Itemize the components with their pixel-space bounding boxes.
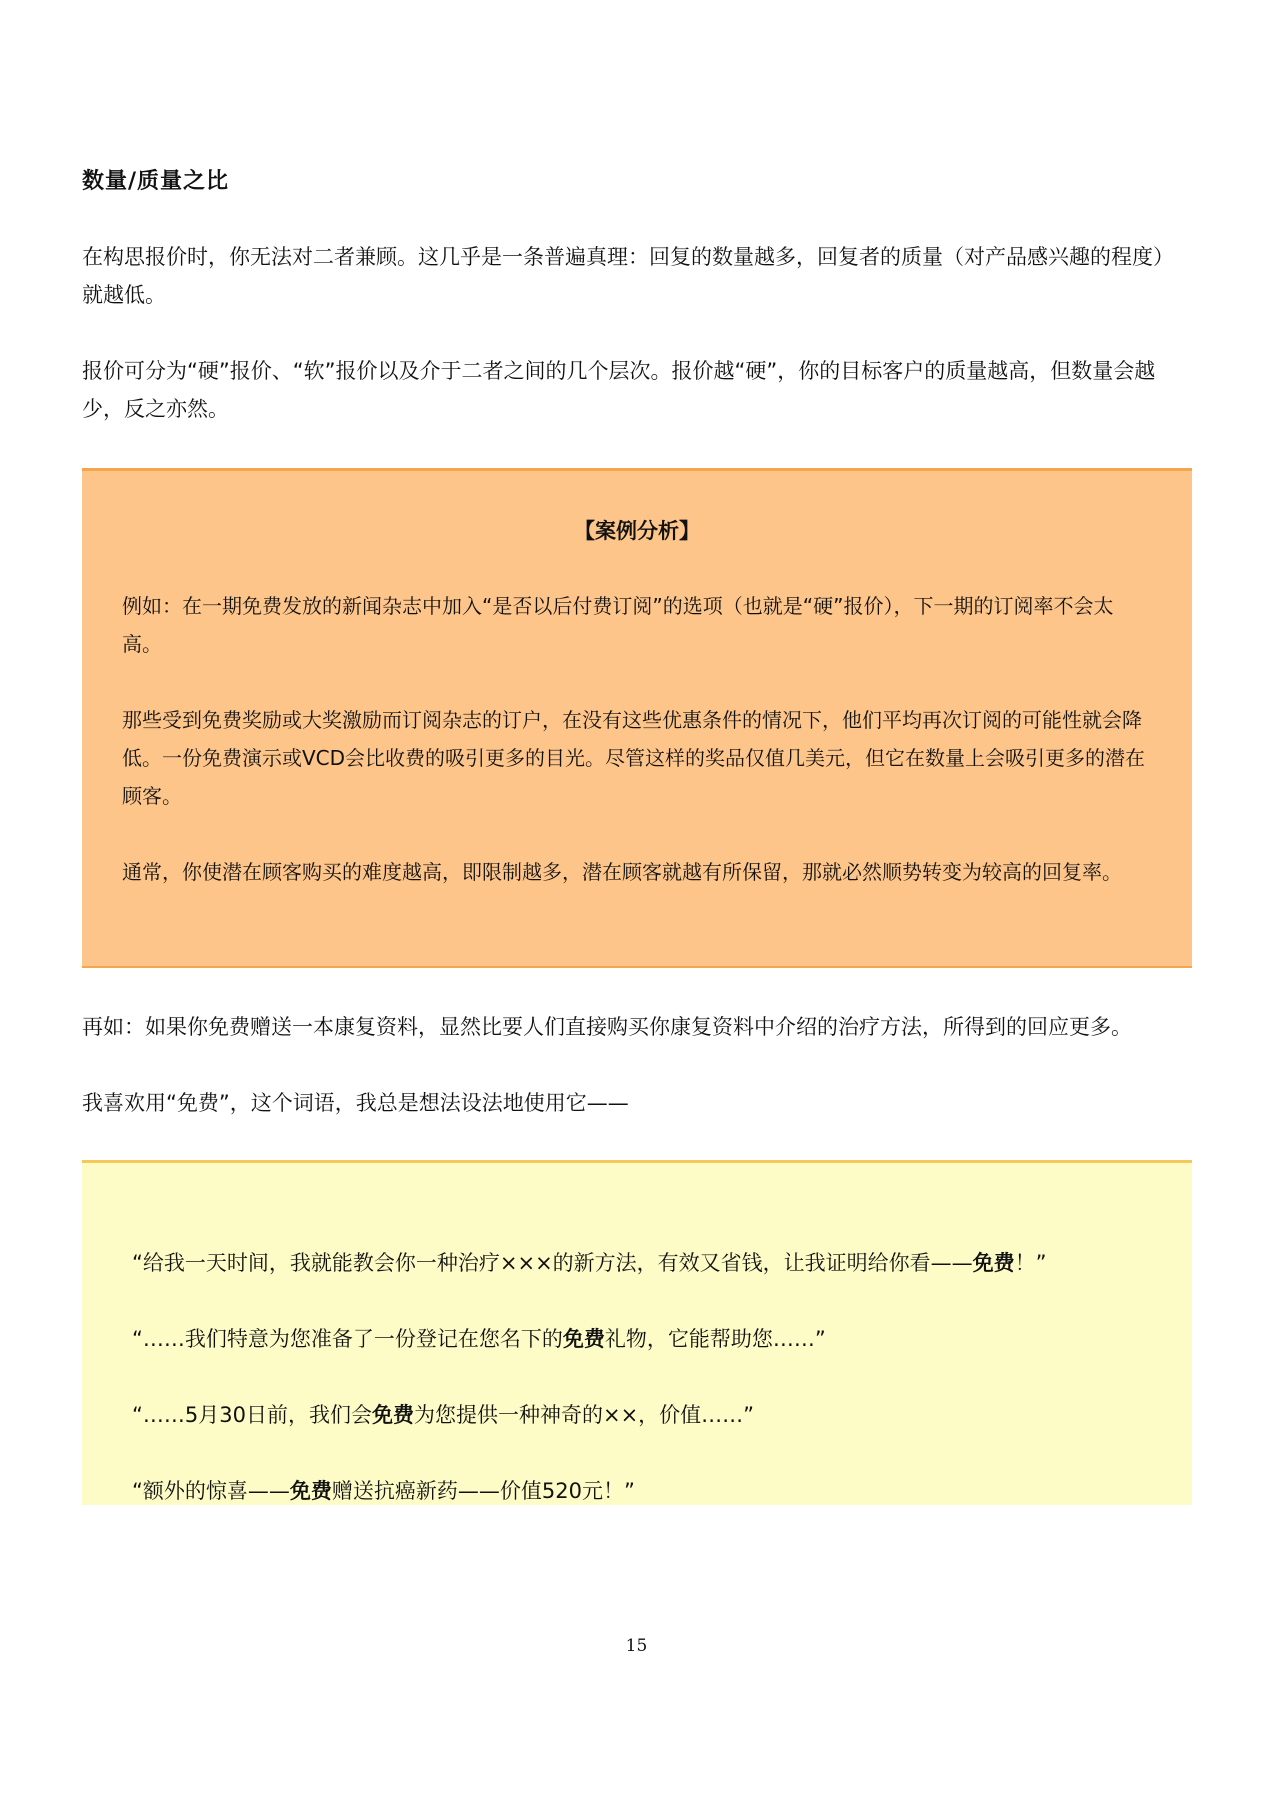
quote-emphasis: 免费 [562,1327,605,1351]
quote-text: 为您提供一种神奇的××，价值……” [413,1403,755,1427]
quote-text: 礼物，它能帮助您……” [604,1327,826,1351]
case-paragraph: 例如：在一期免费发放的新闻杂志中加入“是否以后付费订阅”的选项（也就是“硬”报价），下一期的订阅率不会太高。 [122,594,1114,656]
free-quotes-box [82,1160,1192,1505]
case-analysis-title: 【案例分析】 [574,519,700,543]
quote-text: “……我们特意为您准备了一份登记在您名下的 [132,1327,563,1351]
paragraph-example-rehab: 再如：如果你免费赠送一本康复资料，显然比要人们直接购买你康复资料中介绍的治疗方法，所得到的回应更多。 [82,1015,1132,1039]
case-paragraph: 通常，你使潜在顾客购买的难度越高，即限制越多，潜在顾客就越有所保留，那就必然顺势转变为较高的回复率。 [122,860,1122,884]
quote-text: “……5月30日前，我们会 [132,1403,372,1427]
quote-text: “给我一天时间，我就能教会你一种治疗×××的新方法，有效又省钱，让我证明给你看—— [132,1251,973,1275]
quote-line [132,1397,1152,1433]
quote-line [132,1245,1152,1281]
quote-emphasis: 免费 [371,1403,414,1427]
page-number: 15 [625,1636,648,1656]
paragraph-free-word: 我喜欢用“免费”，这个词语，我总是想法设法地使用它—— [82,1091,629,1115]
paragraph-quantity-quality: 在构思报价时，你无法对二者兼顾。这几乎是一条普遍真理：回复的数量越多，回复者的质量（对产品感兴趣的程度）就越低。 [82,245,1174,307]
quote-emphasis: 免费 [972,1251,1015,1275]
section-heading: 数量/质量之比 [82,169,230,194]
case-analysis-box [82,468,1192,968]
paragraph-hard-soft-offers: 报价可分为“硬”报价、“软”报价以及介于二者之间的几个层次。报价越“硬”，你的目标客户的质量越高，但数量会越少，反之亦然。 [82,359,1156,421]
quote-text: 赠送抗癌新药——价值520元！” [331,1479,635,1503]
case-paragraph: 那些受到免费奖励或大奖激励而订阅杂志的订户，在没有这些优惠条件的情况下，他们平均再次订阅的可能性就会降低。一份免费演示或VCD会比收费的吸引更多的目光。尽管这样的奖品仅值几美元，但它在数量上会吸引更多的潜在顾客。 [122,708,1146,808]
quote-text: ！” [1014,1251,1047,1275]
quote-emphasis: 免费 [289,1479,332,1503]
quote-text: “额外的惊喜—— [132,1479,290,1503]
quote-line [132,1473,1152,1509]
quote-line [132,1321,1152,1357]
